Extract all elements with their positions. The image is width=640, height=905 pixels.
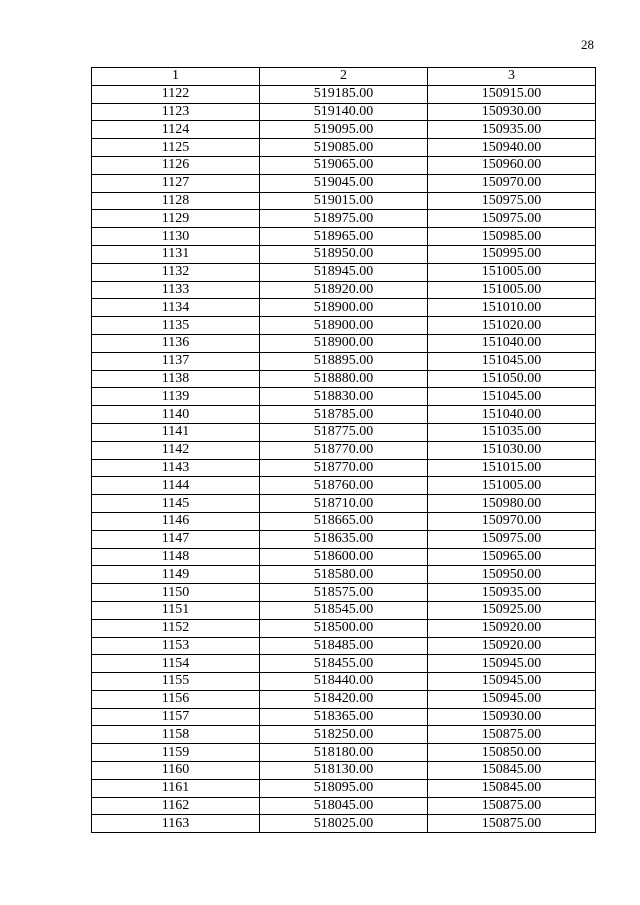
table-row	[92, 228, 596, 246]
x-coordinate-cell: 518420.00	[260, 690, 428, 708]
x-coordinate-cell: 518095.00	[260, 779, 428, 797]
x-coordinate-cell: 518830.00	[260, 388, 428, 406]
table-row	[92, 584, 596, 602]
point-number-cell: 1128	[92, 192, 260, 210]
table-row	[92, 85, 596, 103]
x-coordinate-cell: 518600.00	[260, 548, 428, 566]
table-row	[92, 566, 596, 584]
y-coordinate-cell: 151030.00	[428, 441, 596, 459]
x-coordinate-cell: 518900.00	[260, 317, 428, 335]
point-number-cell: 1142	[92, 441, 260, 459]
table-row	[92, 477, 596, 495]
point-number-cell: 1123	[92, 103, 260, 121]
y-coordinate-cell: 150970.00	[428, 174, 596, 192]
table-row	[92, 139, 596, 157]
coordinates-table	[91, 67, 596, 833]
table-row	[92, 299, 596, 317]
table-row	[92, 673, 596, 691]
point-number-cell: 1122	[92, 85, 260, 103]
y-coordinate-cell: 150850.00	[428, 744, 596, 762]
point-number-cell: 1138	[92, 370, 260, 388]
y-coordinate-cell: 150995.00	[428, 245, 596, 263]
point-number-cell: 1157	[92, 708, 260, 726]
x-coordinate-cell: 518900.00	[260, 334, 428, 352]
x-coordinate-cell: 518575.00	[260, 584, 428, 602]
point-number-cell: 1129	[92, 210, 260, 228]
x-coordinate-cell: 518950.00	[260, 245, 428, 263]
table-row	[92, 317, 596, 335]
x-coordinate-cell: 518500.00	[260, 619, 428, 637]
x-coordinate-cell: 518710.00	[260, 495, 428, 513]
point-number-cell: 1160	[92, 762, 260, 780]
y-coordinate-cell: 150950.00	[428, 566, 596, 584]
table-row	[92, 495, 596, 513]
y-coordinate-cell: 150975.00	[428, 530, 596, 548]
y-coordinate-cell: 151040.00	[428, 334, 596, 352]
y-coordinate-cell: 150945.00	[428, 673, 596, 691]
column-header: 1	[92, 68, 260, 86]
y-coordinate-cell: 150845.00	[428, 762, 596, 780]
table-row	[92, 210, 596, 228]
x-coordinate-cell: 519015.00	[260, 192, 428, 210]
table-body	[92, 85, 596, 832]
y-coordinate-cell: 151005.00	[428, 477, 596, 495]
point-number-cell: 1141	[92, 423, 260, 441]
y-coordinate-cell: 150945.00	[428, 655, 596, 673]
x-coordinate-cell: 518965.00	[260, 228, 428, 246]
y-coordinate-cell: 150985.00	[428, 228, 596, 246]
y-coordinate-cell: 151035.00	[428, 423, 596, 441]
y-coordinate-cell: 150875.00	[428, 726, 596, 744]
y-coordinate-cell: 150920.00	[428, 637, 596, 655]
point-number-cell: 1132	[92, 263, 260, 281]
y-coordinate-cell: 151040.00	[428, 406, 596, 424]
y-coordinate-cell: 150845.00	[428, 779, 596, 797]
y-coordinate-cell: 151015.00	[428, 459, 596, 477]
table-header-row	[92, 68, 596, 86]
x-coordinate-cell: 518920.00	[260, 281, 428, 299]
y-coordinate-cell: 150930.00	[428, 103, 596, 121]
table-row	[92, 708, 596, 726]
table-row	[92, 655, 596, 673]
table-row	[92, 690, 596, 708]
x-coordinate-cell: 518545.00	[260, 601, 428, 619]
point-number-cell: 1125	[92, 139, 260, 157]
y-coordinate-cell: 150970.00	[428, 512, 596, 530]
x-coordinate-cell: 518365.00	[260, 708, 428, 726]
point-number-cell: 1133	[92, 281, 260, 299]
y-coordinate-cell: 151045.00	[428, 388, 596, 406]
x-coordinate-cell: 518975.00	[260, 210, 428, 228]
table-row	[92, 156, 596, 174]
column-header: 3	[428, 68, 596, 86]
table-row	[92, 441, 596, 459]
y-coordinate-cell: 150875.00	[428, 815, 596, 833]
table-row	[92, 459, 596, 477]
x-coordinate-cell: 518180.00	[260, 744, 428, 762]
point-number-cell: 1144	[92, 477, 260, 495]
x-coordinate-cell: 518130.00	[260, 762, 428, 780]
x-coordinate-cell: 519185.00	[260, 85, 428, 103]
point-number-cell: 1153	[92, 637, 260, 655]
x-coordinate-cell: 519045.00	[260, 174, 428, 192]
table-row	[92, 726, 596, 744]
x-coordinate-cell: 518785.00	[260, 406, 428, 424]
table-row	[92, 637, 596, 655]
x-coordinate-cell: 518485.00	[260, 637, 428, 655]
table-row	[92, 174, 596, 192]
point-number-cell: 1139	[92, 388, 260, 406]
point-number-cell: 1150	[92, 584, 260, 602]
x-coordinate-cell: 518945.00	[260, 263, 428, 281]
y-coordinate-cell: 150920.00	[428, 619, 596, 637]
point-number-cell: 1140	[92, 406, 260, 424]
y-coordinate-cell: 150945.00	[428, 690, 596, 708]
table-row	[92, 797, 596, 815]
point-number-cell: 1151	[92, 601, 260, 619]
table-row	[92, 334, 596, 352]
x-coordinate-cell: 519140.00	[260, 103, 428, 121]
y-coordinate-cell: 150960.00	[428, 156, 596, 174]
x-coordinate-cell: 518250.00	[260, 726, 428, 744]
point-number-cell: 1147	[92, 530, 260, 548]
point-number-cell: 1149	[92, 566, 260, 584]
table-row	[92, 121, 596, 139]
x-coordinate-cell: 519085.00	[260, 139, 428, 157]
table-row	[92, 281, 596, 299]
point-number-cell: 1156	[92, 690, 260, 708]
point-number-cell: 1126	[92, 156, 260, 174]
y-coordinate-cell: 150930.00	[428, 708, 596, 726]
point-number-cell: 1127	[92, 174, 260, 192]
point-number-cell: 1130	[92, 228, 260, 246]
x-coordinate-cell: 518665.00	[260, 512, 428, 530]
point-number-cell: 1124	[92, 121, 260, 139]
point-number-cell: 1152	[92, 619, 260, 637]
x-coordinate-cell: 518880.00	[260, 370, 428, 388]
table-row	[92, 815, 596, 833]
x-coordinate-cell: 518895.00	[260, 352, 428, 370]
y-coordinate-cell: 150975.00	[428, 192, 596, 210]
y-coordinate-cell: 150935.00	[428, 584, 596, 602]
x-coordinate-cell: 518900.00	[260, 299, 428, 317]
x-coordinate-cell: 518455.00	[260, 655, 428, 673]
y-coordinate-cell: 151050.00	[428, 370, 596, 388]
point-number-cell: 1136	[92, 334, 260, 352]
y-coordinate-cell: 150915.00	[428, 85, 596, 103]
y-coordinate-cell: 151005.00	[428, 263, 596, 281]
x-coordinate-cell: 518760.00	[260, 477, 428, 495]
x-coordinate-cell: 518635.00	[260, 530, 428, 548]
table-row	[92, 512, 596, 530]
point-number-cell: 1163	[92, 815, 260, 833]
table-row	[92, 370, 596, 388]
table-row	[92, 192, 596, 210]
table-row	[92, 762, 596, 780]
point-number-cell: 1137	[92, 352, 260, 370]
table-row	[92, 263, 596, 281]
y-coordinate-cell: 150975.00	[428, 210, 596, 228]
table-row	[92, 530, 596, 548]
point-number-cell: 1145	[92, 495, 260, 513]
page-number: 28	[581, 37, 594, 52]
point-number-cell: 1135	[92, 317, 260, 335]
y-coordinate-cell: 151005.00	[428, 281, 596, 299]
point-number-cell: 1162	[92, 797, 260, 815]
y-coordinate-cell: 151010.00	[428, 299, 596, 317]
x-coordinate-cell: 519095.00	[260, 121, 428, 139]
table-row	[92, 619, 596, 637]
x-coordinate-cell: 518770.00	[260, 441, 428, 459]
table-row	[92, 245, 596, 263]
y-coordinate-cell: 151045.00	[428, 352, 596, 370]
table-row	[92, 601, 596, 619]
column-header: 2	[260, 68, 428, 86]
point-number-cell: 1159	[92, 744, 260, 762]
point-number-cell: 1158	[92, 726, 260, 744]
x-coordinate-cell: 518440.00	[260, 673, 428, 691]
point-number-cell: 1146	[92, 512, 260, 530]
y-coordinate-cell: 150940.00	[428, 139, 596, 157]
table-row	[92, 548, 596, 566]
x-coordinate-cell: 518775.00	[260, 423, 428, 441]
table-row	[92, 103, 596, 121]
y-coordinate-cell: 150935.00	[428, 121, 596, 139]
point-number-cell: 1155	[92, 673, 260, 691]
x-coordinate-cell: 518770.00	[260, 459, 428, 477]
x-coordinate-cell: 519065.00	[260, 156, 428, 174]
point-number-cell: 1143	[92, 459, 260, 477]
y-coordinate-cell: 151020.00	[428, 317, 596, 335]
x-coordinate-cell: 518580.00	[260, 566, 428, 584]
point-number-cell: 1134	[92, 299, 260, 317]
point-number-cell: 1148	[92, 548, 260, 566]
table-row	[92, 352, 596, 370]
point-number-cell: 1154	[92, 655, 260, 673]
table-row	[92, 406, 596, 424]
y-coordinate-cell: 150965.00	[428, 548, 596, 566]
y-coordinate-cell: 150925.00	[428, 601, 596, 619]
point-number-cell: 1131	[92, 245, 260, 263]
x-coordinate-cell: 518025.00	[260, 815, 428, 833]
table-row	[92, 779, 596, 797]
y-coordinate-cell: 150875.00	[428, 797, 596, 815]
x-coordinate-cell: 518045.00	[260, 797, 428, 815]
table-row	[92, 423, 596, 441]
table-row	[92, 388, 596, 406]
y-coordinate-cell: 150980.00	[428, 495, 596, 513]
table-row	[92, 744, 596, 762]
point-number-cell: 1161	[92, 779, 260, 797]
